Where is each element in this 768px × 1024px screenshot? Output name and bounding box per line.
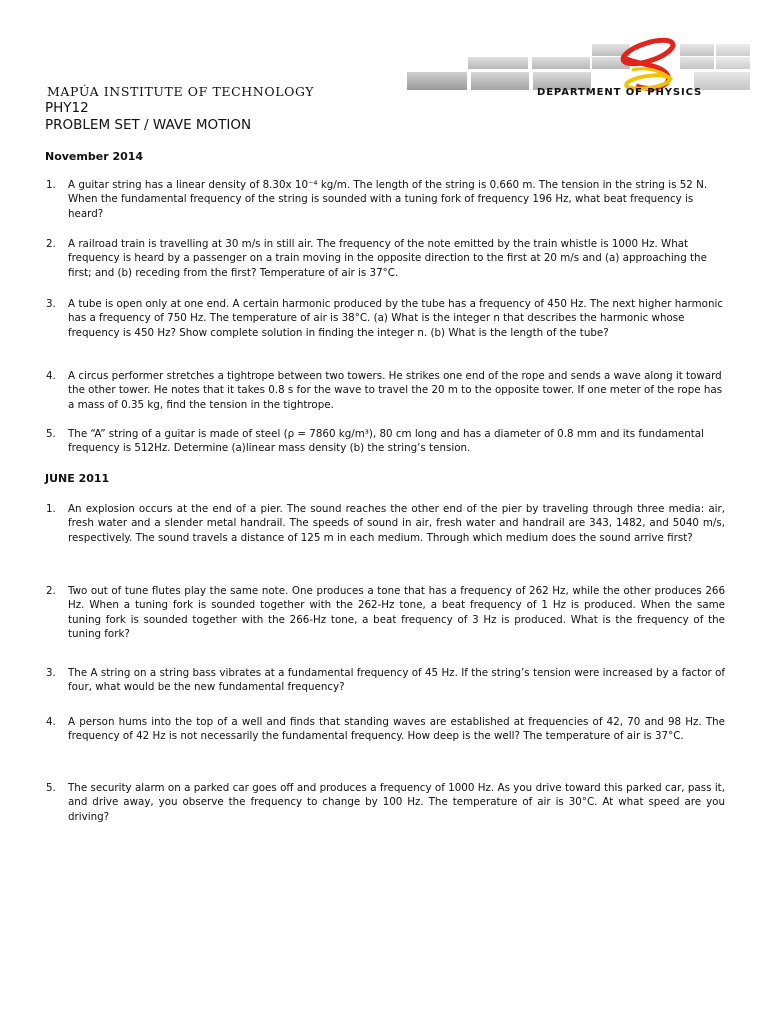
problem-number: 4. [46,370,56,382]
problem-text: A railroad train is travelling at 30 m/s in still air. The frequency of the note emitted by the train whistle is 1000 Hz. What frequency is heard by a passenger on a train moving in the opposite direction to the first at 20 m/s and (a) approaching the first; and (b) receding from the first? Temperature of air is 37°C. [68,238,707,279]
problem-text: Two out of tune flutes play the same note. One produces a tone that has a frequency of 262 Hz, while the other produces 266 Hz. When a tuning fork is sounded together with the 262-Hz tone, a beat frequency of 1 Hz is produced. When the same tuning fork is sounded together with the 266-Hz tone, a beat frequency of 3 Hz is produced. What is the frequency of the tuning fork? [68,585,725,641]
problem-number: 5. [46,782,56,794]
problem-text: A guitar string has a linear density of 8.30x 10⁻⁴ kg/m. The length of the string is 0.660 m. The tension in the string is 52 N. When the fundamental frequency of the string is sounded with a tuning fork of frequency 196 Hz, what beat frequency is heard? [68,179,708,220]
problem-text: The A string on a string bass vibrates at a fundamental frequency of 45 Hz. If the string’s tension were increased by a factor of four, what would be the new fundamental frequency? [68,667,725,694]
section-heading: November 2014 [45,150,144,163]
problem-number: 1. [46,503,56,515]
problem-number: 2. [46,585,56,597]
header-bar [532,57,590,69]
problem-number: 5. [46,428,56,440]
problem-number: 2. [46,238,56,250]
header-bar [407,72,467,90]
course-code: PHY12 [45,100,89,116]
problem-text: The “A” string of a guitar is made of steel (ρ = 7860 kg/m³), 80 cm long and has a diameter of 0.8 mm and its fundamental frequency is 512Hz. Determine (a)linear mass density (b) the string’s tension. [68,428,704,455]
section-heading: JUNE 2011 [45,472,110,485]
problem-number: 4. [46,716,56,728]
problem-item [46,427,725,456]
problem-number: 1. [46,179,56,191]
problem-item [46,715,725,744]
problem-number: 3. [46,298,56,310]
problem-item [46,297,725,340]
problem-item [46,369,725,412]
problem-item [46,237,725,280]
problem-text: A tube is open only at one end. A certain harmonic produced by the tube has a frequency of 450 Hz. The next higher harmonic has a frequency of 750 Hz. The temperature of air is 38°C. (a) What is the integer n that describes the harmonic whose frequency is 450 Hz? Show complete solution in finding the integer n. (b) What is the length of the tube? [68,298,723,339]
problem-item [46,178,725,221]
problem-item [46,502,725,545]
header-bar [716,57,750,69]
problem-text: An explosion occurs at the end of a pier. The sound reaches the other end of the pier by traveling through three media: air, fresh water and a slender metal handrail. The speeds of sound in air, fresh water and handrail are 343, 1482, and 5040 m/s, respectively. The sound travels a distance of 125 m in each medium. Through which medium does the sound arrive first? [68,503,725,544]
physics-logo-icon [602,36,692,94]
letterhead [0,0,768,100]
department-name: DEPARTMENT OF PHYSICS [537,87,703,98]
problem-number: 3. [46,667,56,679]
problem-text: A circus performer stretches a tightrope between two towers. He strikes one end of the rope and sends a wave along it toward the other tower. He notes that it takes 0.8 s for the wave to travel the 20 m to the opposite tower. If one meter of the rope has a mass of 0.35 kg, find the tension in the tightrope. [68,370,723,411]
problem-text: The security alarm on a parked car goes off and produces a frequency of 1000 Hz. As you drive toward this parked car, pass it, and drive away, you observe the frequency to change by 100 Hz. The temperature of air is 30°C. At what speed are you driving? [68,782,725,823]
header-bar [694,72,750,90]
problem-text: A person hums into the top of a well and finds that standing waves are established at frequencies of 42, 70 and 98 Hz. The frequency of 42 Hz is not necessarily the fundamental frequency. How deep is the well? The temperature of air is 37°C. [68,716,725,743]
institute-name: MAPÚA INSTITUTE OF TECHNOLOGY [47,84,315,99]
page-title: PROBLEM SET / WAVE MOTION [45,117,252,133]
header-bar [468,57,528,69]
problem-item [46,666,725,695]
problem-item [46,781,725,824]
header-bar [471,72,529,90]
header-bar [716,44,750,56]
problem-item [46,584,725,642]
